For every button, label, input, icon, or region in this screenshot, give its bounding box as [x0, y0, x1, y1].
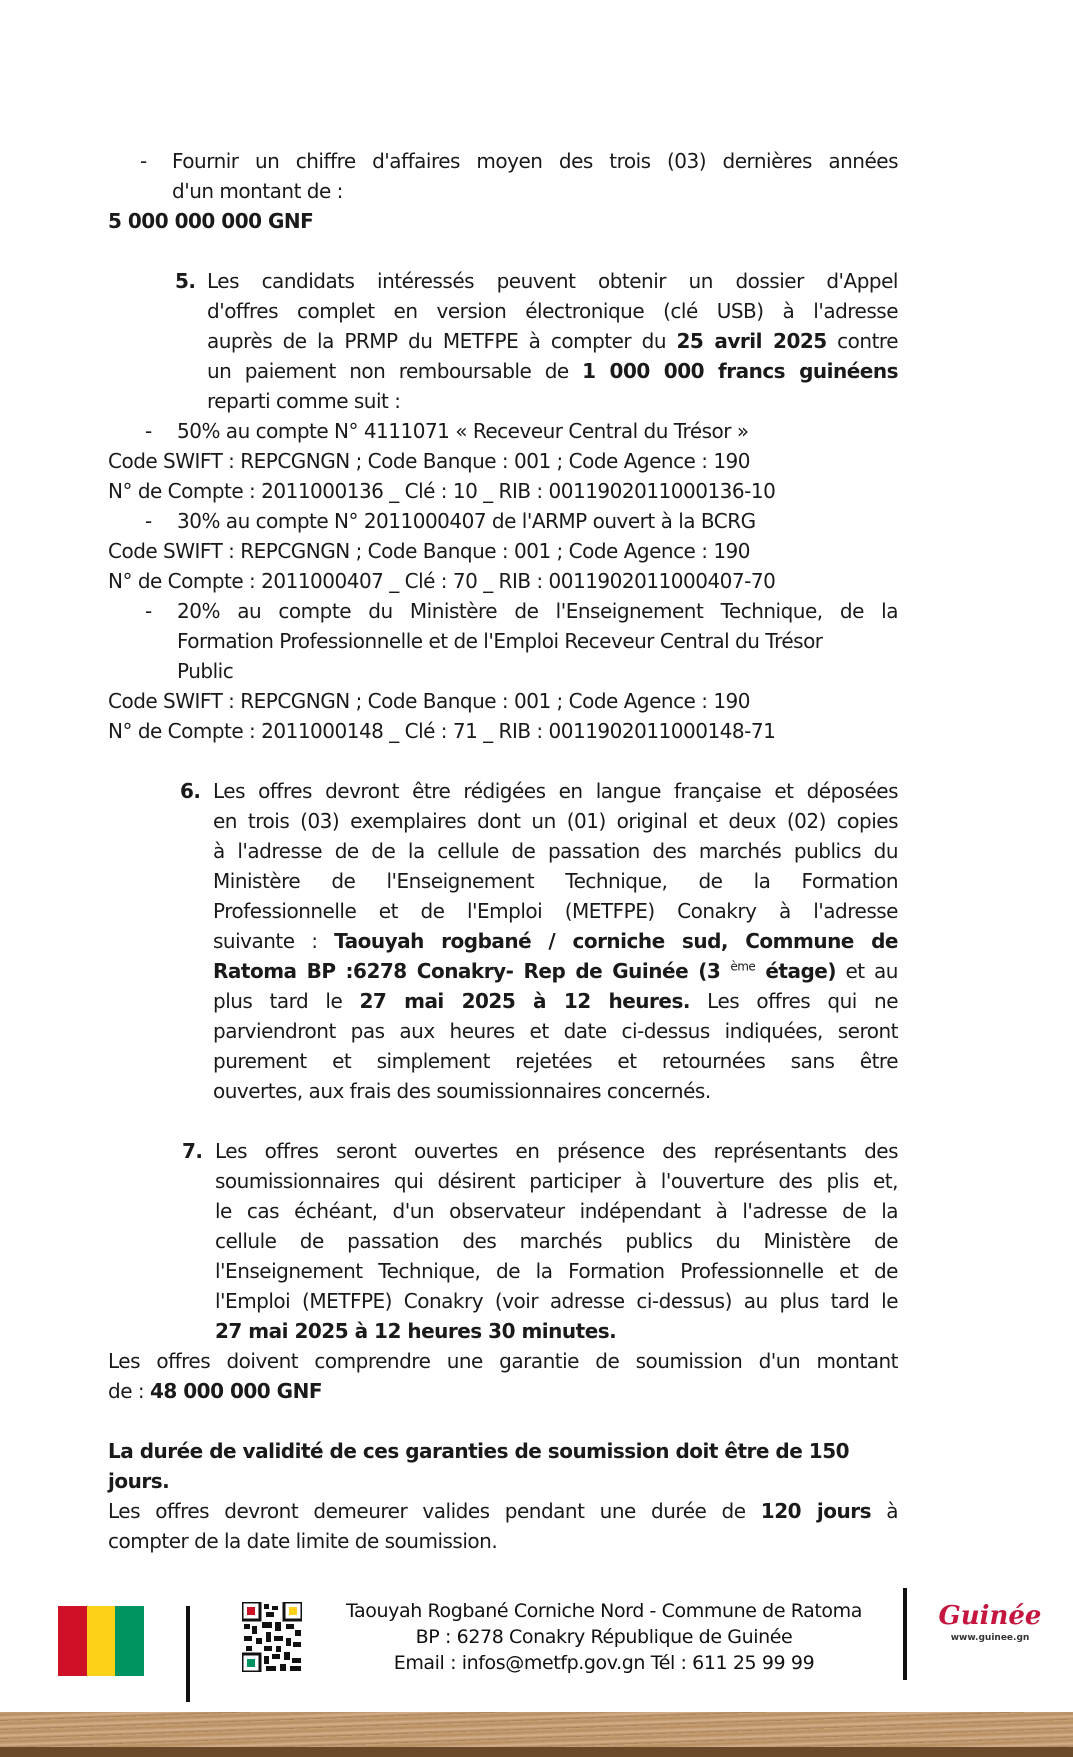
spacer — [108, 1406, 898, 1436]
section-5-line-1: Les candidats intéressés peuvent obtenir un dossier d'Appel — [207, 269, 898, 293]
payment-1 — [108, 416, 898, 446]
section-6-line-3: à l'adresse de de la cellule de passation des marchés publics du — [213, 839, 898, 863]
section-6-line-10: purement et simplement rejetées et retournées sans être — [213, 1049, 898, 1073]
payment-3-body — [177, 596, 898, 686]
section-7-body — [215, 1136, 898, 1346]
section-6-line-7 — [213, 956, 898, 986]
section-6-line-9: parviendront pas aux heures et date ci-dessus indiquées, seront — [213, 1019, 898, 1043]
opening-deadline: 27 mai 2025 à 12 heures 30 minutes. — [215, 1319, 617, 1343]
superscript: ème — [730, 959, 756, 974]
validity-days: 120 jours — [760, 1499, 871, 1523]
logo-url: www.guinee.gn — [950, 1633, 1030, 1643]
submission-address-cont: Ratoma BP :6278 Conakry- Rep de Guinée (3 — [213, 959, 731, 983]
bullet-dash: - — [145, 509, 152, 533]
section-7-line-1: Les offres seront ouvertes en présence des représentants des — [215, 1139, 898, 1163]
section-6-line-11: ouvertes, aux frais des soumissionnaires concernés. — [213, 1079, 711, 1103]
section-7 — [108, 1136, 898, 1346]
validity-bold-line: La durée de validité de ces garanties de soumission doit être de 150 jours. — [108, 1439, 850, 1493]
spacer — [108, 746, 898, 776]
text: contre — [826, 329, 899, 353]
section-5-line-2: d'offres complet en version électronique (clé USB) à l'adresse — [207, 299, 898, 323]
intro-body — [172, 146, 898, 206]
section-5 — [108, 266, 898, 416]
section-7-line-3: le cas échéant, d'un observateur indépendant à l'adresse de la — [215, 1199, 898, 1223]
footer-divider — [903, 1588, 907, 1680]
section-6-line-6 — [213, 926, 898, 956]
text: auprès de la PRMP du METFPE à compter du — [207, 329, 677, 353]
payment-3-account: N° de Compte : 2011000148 _ Clé : 71 _ RIB : 0011902011000148-71 — [108, 719, 776, 743]
validity-line-2 — [108, 1496, 898, 1526]
footer-contact-line: Email : infos@metfp.gov.gn Tél : 611 25 99 99 — [393, 1652, 815, 1674]
section-5-line-3 — [207, 326, 898, 356]
guinee-logo — [935, 1600, 1045, 1644]
bullet-dash: - — [140, 149, 147, 173]
text: et au — [836, 959, 898, 983]
payment-3-swift: Code SWIFT : REPCGNGN ; Code Banque : 001 ; Code Agence : 190 — [108, 689, 750, 713]
submission-address: Taouyah rogbané / corniche sud, Commune de — [334, 929, 898, 953]
section-6-line-8 — [213, 986, 898, 1016]
section-6-line-2: en trois (03) exemplaires dont un (01) original et deux (02) copies — [213, 809, 898, 833]
section-6 — [108, 776, 898, 1106]
submission-deadline: 27 mai 2025 à 12 heures. — [359, 989, 690, 1013]
turnover-amount: 5 000 000 000 GNF — [108, 209, 314, 233]
section-7-line-6: l'Emploi (METFPE) Conakry (voir adresse ci-dessus) au plus tard le — [215, 1289, 898, 1313]
payment-3 — [108, 596, 898, 686]
intro-line-1: Fournir un chiffre d'affaires moyen des trois (03) dernières années — [172, 149, 898, 173]
spacer — [108, 236, 898, 266]
section-7-number: 7. — [182, 1139, 203, 1163]
spacer — [108, 1106, 898, 1136]
guarantee-line-2 — [108, 1376, 898, 1406]
text: Les offres devront demeurer valides pendant une durée de — [108, 1499, 761, 1523]
section-5-number: 5. — [175, 269, 196, 293]
qr-code-icon — [242, 1602, 302, 1672]
payment-1-swift: Code SWIFT : REPCGNGN ; Code Banque : 001 ; Code Agence : 190 — [108, 449, 750, 473]
footer-address-line-2: BP : 6278 Conakry République de Guinée — [415, 1626, 793, 1648]
footer-address-line-1: Taouyah Rogbané Corniche Nord - Commune de Ratoma — [345, 1600, 863, 1622]
section-5-body — [207, 266, 898, 416]
section-5-line-5: reparti comme suit : — [207, 389, 401, 413]
floor: étage) — [755, 959, 836, 983]
footer-divider — [186, 1606, 190, 1702]
intro-line-2: d'un montant de : — [172, 179, 343, 203]
section-7-line-2: soumissionnaires qui désirent participer à l'ouverture des plis et, — [215, 1169, 898, 1193]
payment-2-swift: Code SWIFT : REPCGNGN ; Code Banque : 001 ; Code Agence : 190 — [108, 539, 750, 563]
section-7-line-5: l'Enseignement Technique, de la Formation Professionnelle et de — [215, 1259, 898, 1283]
payment-3-line-3: Public — [177, 659, 234, 683]
payment-1-body — [177, 416, 898, 446]
intro-item — [108, 146, 898, 206]
payment-2-account: N° de Compte : 2011000407 _ Clé : 70 _ RIB : 0011902011000407-70 — [108, 569, 776, 593]
text: Les offres qui ne — [689, 989, 898, 1013]
payment-2 — [108, 506, 898, 536]
flag-stripe-red — [58, 1606, 87, 1676]
payment-3-line-2: Formation Professionnelle et de l'Emploi Receveur Central du Trésor — [177, 629, 823, 653]
dossier-fee: 1 000 000 francs guinéens — [582, 359, 898, 383]
payment-2-line: 30% au compte N° 2011000407 de l'ARMP ouvert à la BCRG — [177, 509, 756, 533]
section-6-line-1: Les offres devront être rédigées en langue française et déposées — [213, 779, 898, 803]
payment-1-account: N° de Compte : 2011000136 _ Clé : 10 _ RIB : 0011902011000136-10 — [108, 479, 776, 503]
dossier-date: 25 avril 2025 — [676, 329, 827, 353]
section-6-line-4: Ministère de l'Enseignement Technique, de la Formation — [213, 869, 898, 893]
guinea-flag-icon — [58, 1606, 144, 1676]
bullet-dash: - — [145, 599, 152, 623]
section-6-number: 6. — [180, 779, 201, 803]
bullet-dash: - — [145, 419, 152, 443]
guarantee-amount: 48 000 000 GNF — [149, 1379, 322, 1403]
payment-2-body — [177, 506, 898, 536]
validity-line-3: compter de la date limite de soumission. — [108, 1529, 498, 1553]
logo-wordmark: Guinée — [938, 1601, 1042, 1631]
text: à — [871, 1499, 898, 1523]
flag-stripe-green — [115, 1606, 144, 1676]
text: suivante : — [213, 929, 335, 953]
flag-stripe-yellow — [87, 1606, 116, 1676]
payment-3-line-1: 20% au compte du Ministère de l'Enseignement Technique, de la — [177, 599, 898, 623]
section-6-line-5: Professionnelle et de l'Emploi (METFPE) Conakry à l'adresse — [213, 899, 898, 923]
footer-address — [312, 1598, 896, 1676]
text: plus tard le — [213, 989, 360, 1013]
document-body — [108, 146, 898, 1556]
guarantee-line-1: Les offres doivent comprendre une garantie de soumission d'un montant — [108, 1349, 898, 1373]
section-7-line-4: cellule de passation des marchés publics du Ministère de — [215, 1229, 898, 1253]
text: de : — [108, 1379, 150, 1403]
section-5-line-4 — [207, 356, 898, 386]
text: un paiement non remboursable de — [207, 359, 583, 383]
payment-1-line: 50% au compte N° 4111071 « Receveur Central du Trésor » — [177, 419, 749, 443]
wooden-surface-edge — [0, 1747, 1073, 1757]
section-6-body — [213, 776, 898, 1106]
